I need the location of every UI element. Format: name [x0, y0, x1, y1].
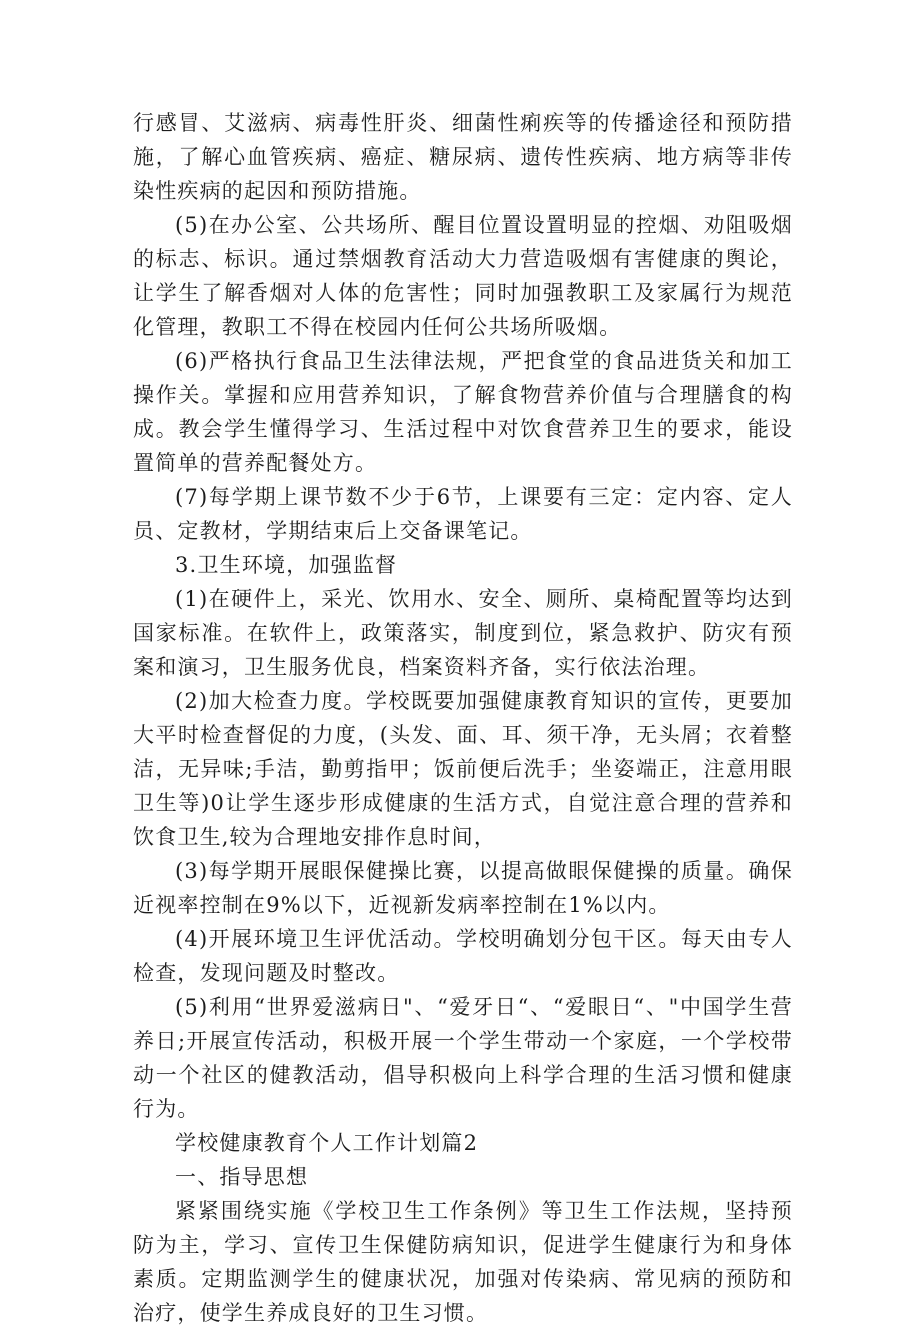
paragraph-eye-exercise: (3)每学期开展眼保健操比赛，以提高做眼保健操的质量。确保近视率控制在9%以下，近视新发病率控制在1%以内。	[133, 859, 793, 917]
paragraph-food-hygiene: (6)严格执行食品卫生法律法规，严把食堂的食品进货关和加工操作关。掌握和应用营养知识，了解食物营养价值与合理膳食的构成。教会学生懂得学习、生活过程中对饮食营养卫生的要求，能设置简单的营养配餐处方。	[133, 349, 793, 475]
paragraph-inspection: (2)加大检查力度。学校既要加强健康教育知识的宣传，更要加大平时检查督促的力度，(头发、面、耳、须干净，无头屑；衣着整洁，无异味;手洁，勤剪指甲；饭前便后洗手；坐姿端正，注意用眼卫生等)0让学生逐步形成健康的生活方式，自觉注意合理的营养和饮食卫生,较为合理地安排作息时间，	[133, 689, 793, 849]
paragraph-environment-evaluation: (4)开展环境卫生评优活动。学校明确划分包干区。每天由专人检查，发现问题及时整改。	[133, 927, 793, 985]
section-heading-guiding-ideology: 一、指导思想	[175, 1165, 309, 1189]
paragraph-guiding-ideology: 紧紧围绕实施《学校卫生工作条例》等卫生工作法规，坚持预防为主，学习、宣传卫生保健防病知识，促进学生健康行为和身体素质。定期监测学生的健康状况，加强对传染病、常见病的预防和治疗，使学生养成良好的卫生习惯。	[133, 1199, 793, 1325]
section-heading-hygiene-environment: 3.卫生环境，加强监督	[175, 553, 398, 577]
paragraph-disease-prevention: 行感冒、艾滋病、病毒性肝炎、细菌性痢疾等的传播途径和预防措施，了解心血管疾病、癌症、糖尿病、遗传性疾病、地方病等非传染性疾病的起因和预防措施。	[133, 111, 793, 203]
paragraph-hardware-software: (1)在硬件上，采光、饮用水、安全、厕所、桌椅配置等均达到国家标准。在软件上，政策落实，制度到位，紧急救护、防灾有预案和演习，卫生服务优良，档案资料齐备，实行依法治理。	[133, 587, 793, 679]
document-body	[133, 106, 793, 1330]
paragraph-smoking-control: (5)在办公室、公共场所、醒目位置设置明显的控烟、劝阻吸烟的标志、标识。通过禁烟教育活动大力营造吸烟有害健康的舆论，让学生了解香烟对人体的危害性；同时加强教职工及家属行为规范化管理，教职工不得在校园内任何公共场所吸烟。	[133, 213, 793, 339]
document-section-title: 学校健康教育个人工作计划篇2	[175, 1131, 479, 1155]
paragraph-awareness-days: (5)利用“世界爱滋病日"、“爱牙日“、“爱眼日“、"中国学生营养日;开展宣传活动，积极开展一个学生带动一个家庭，一个学校带动一个社区的健教活动，倡导积极向上科学合理的生活习惯和健康行为。	[133, 995, 793, 1121]
paragraph-class-hours: (7)每学期上课节数不少于6节，上课要有三定：定内容、定人员、定教材，学期结束后上交备课笔记。	[133, 485, 793, 543]
